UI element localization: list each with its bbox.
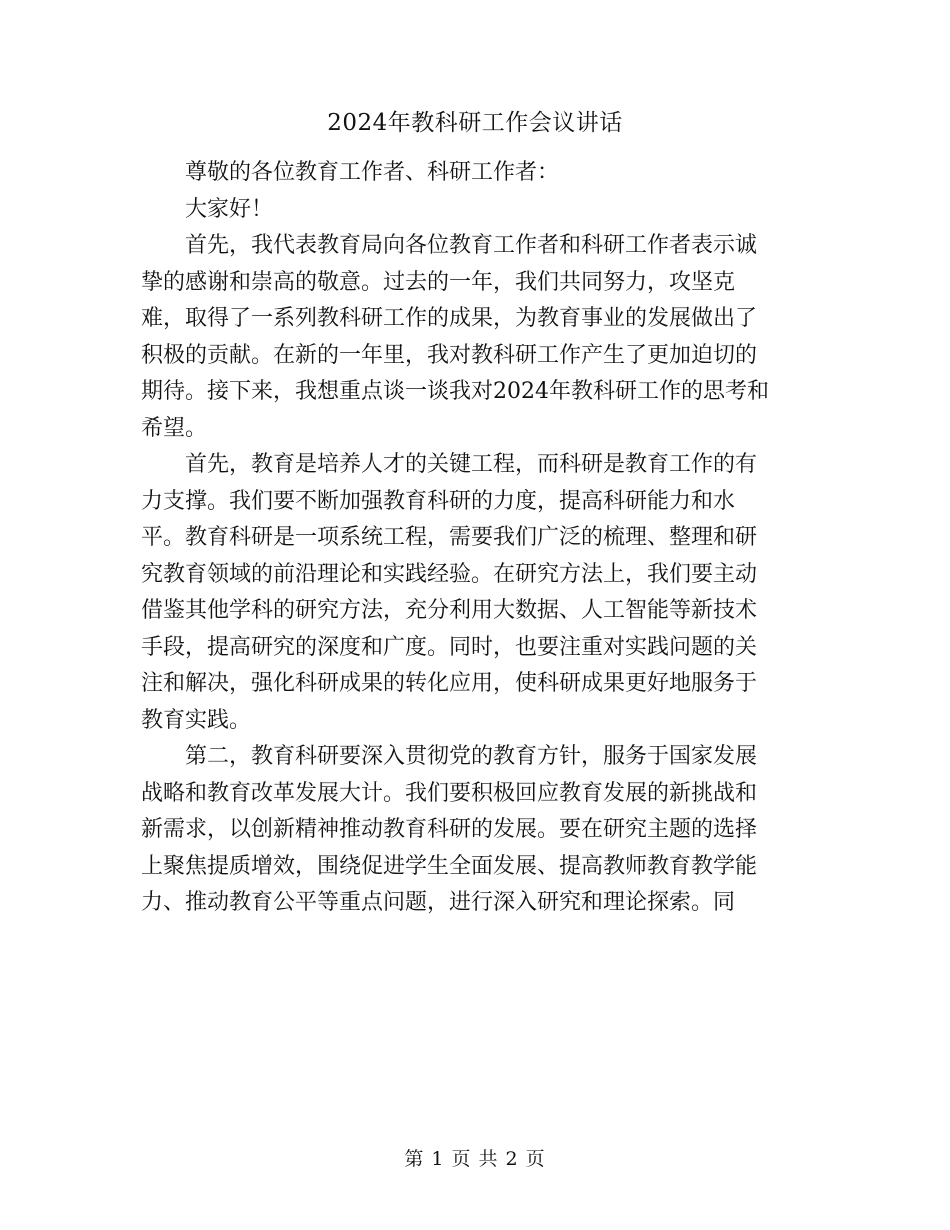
paragraph-1-line: 希望。 — [141, 415, 208, 441]
paragraph-1-line: 难，取得了一系列教科研工作的成果，为教育事业的发展做出了 — [141, 306, 758, 331]
paragraph-2-line: 注和解决，强化科研成果的转化应用，使科研成果更好地服务于 — [141, 671, 758, 696]
paragraph-2-line: 教育实践。 — [141, 707, 252, 733]
paragraph-3-line: 新需求，以创新精神推动教育科研的发展。要在研究主题的选择 — [141, 817, 758, 842]
document-title: 2024年教科研工作会议讲话 — [327, 110, 623, 136]
paragraph-1-line: 首先，我代表教育局向各位教育工作者和科研工作者表示诚 — [185, 233, 758, 258]
paragraph-2-line: 首先，教育是培养人才的关键工程，而科研是教育工作的有 — [185, 452, 758, 477]
greeting-line: 大家好！ — [185, 196, 274, 222]
paragraph-2-line: 借鉴其他学科的研究方法，充分利用大数据、人工智能等新技术 — [141, 598, 758, 623]
document-body — [141, 155, 807, 922]
salutation-line: 尊敬的各位教育工作者、科研工作者： — [185, 160, 560, 185]
paragraph-1-line: 积极的贡献。在新的一年里，我对教科研工作产生了更加迫切的 — [141, 342, 758, 368]
paragraph-1-line: 期待。接下来，我想重点谈一谈我对2024年教科研工作的思考和 — [141, 379, 769, 404]
paragraph-2-line: 究教育领域的前沿理论和实践经验。在研究方法上，我们要主动 — [141, 561, 758, 587]
paragraph-2-line: 力支撑。我们要不断加强教育科研的力度，提高科研能力和水 — [141, 488, 736, 514]
page-footer: 第 1 页 共 2 页 — [404, 1148, 546, 1170]
paragraph-3-line: 战略和教育改革发展大计。我们要积极回应教育发展的新挑战和 — [141, 780, 758, 806]
paragraph-3-line: 第二，教育科研要深入贯彻党的教育方针，服务于国家发展 — [185, 744, 758, 769]
paragraph-2-line: 手段，提高研究的深度和广度。同时，也要注重对实践问题的关 — [141, 634, 758, 660]
paragraph-2-line: 平。教育科研是一项系统工程，需要我们广泛的梳理、整理和研 — [141, 525, 758, 550]
paragraph-3-line: 上聚焦提质增效，围绕促进学生全面发展、提高教师教育教学能 — [141, 853, 758, 879]
paragraph-1-line: 挚的感谢和崇高的敬意。过去的一年，我们共同努力，攻坚克 — [141, 269, 736, 295]
paragraph-3-line: 力、推动教育公平等重点问题，进行深入研究和理论探索。同 — [141, 890, 736, 915]
